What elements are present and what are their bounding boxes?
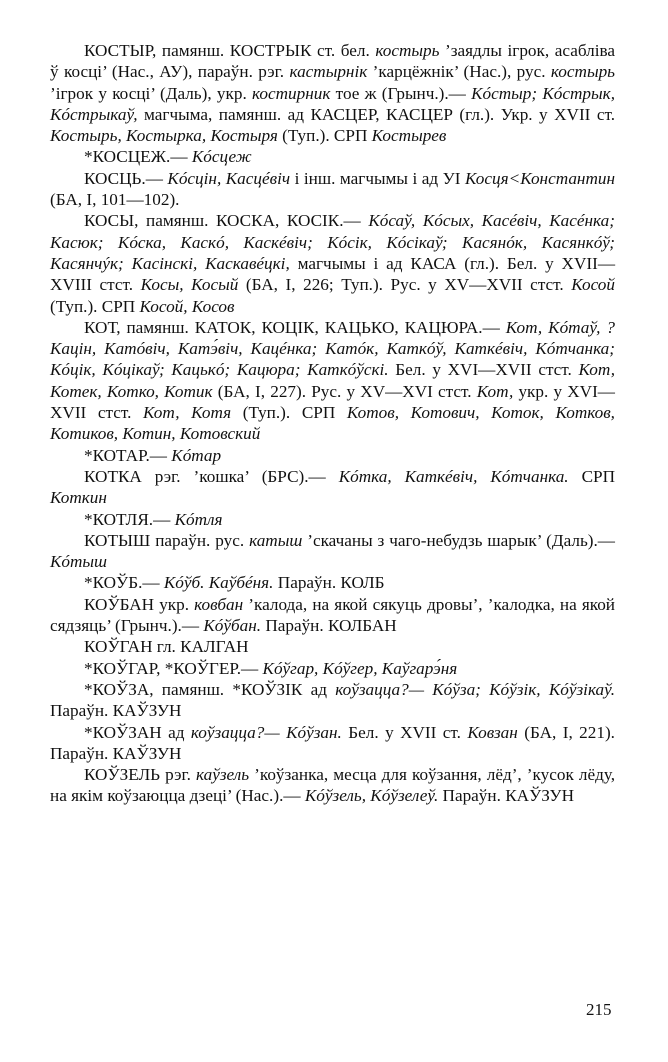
dictionary-entry: КОСЫ, памянш. КОСКА, КОСІК.— Кóсаў, Кóсых, Касéвіч, Касéнка; Касюк; Кóска, Каскó, Каскéвіч; Кóсік, Кóсікаў; Касянóк, Касянкóў; Касянчýк; Касінскі, Каскавéцкі, магчымы і ад КАСА (гл.). Бел. у XVII—XVIII стст. Косы, Косый (БА, І, 226; Туп.). Рус. у XV—XVII стст. Косой (Туп.). СРП Косой, Косов (50, 211, 616, 316)
dictionary-entry: *КОСЦЕЖ.— Кóсцеж (84, 147, 252, 167)
dictionary-entry: КОТ, памянш. КАТОК, КОЦІК, КАЦЬКО, КАЦЮРА.— Кот, Кóтаў, ?Кацін, Катóвіч, Катэ́віч, Кацéнка; Катóк, Каткóў, Каткéвіч, Кóтчанка; Кóцік, Кóцікаў; Кацькó; Кацюра; Каткóўскі. Бел. у XVI—XVII стст. Кот, Котек, Котко, Котик (БА, І, 227). Рус. у XV—XVI стст. Кот, укр. у XVI—XVII стст. Кот, Котя (Туп.). СРП Котов, Котович, Коток, Котков, Котиков, Котин, Котовский (50, 317, 616, 444)
page-number: 215 (586, 1000, 612, 1019)
dictionary-entry: КОЎЗЕЛЬ рэг. каўзель ’коўзанка, месца для коўзання, лёд’, ’кусок лёду, на якім коўзаюцца дзеці’ (Нас.).— Кóўзель, Кóўзелеў. Параўн. КАЎЗУН (50, 765, 615, 806)
dictionary-entry: *КОЎЗА, памянш. *КОЎЗІК ад коўзацца?— Кóўза; Кóўзік, Кóўзікаў. Параўн. КАЎЗУН (50, 679, 615, 721)
dictionary-entry: КОСЦЬ.— Кóсцін, Касцéвіч і інш. магчымы і ад УІ Косця<Константин (БА, І, 101—102). (50, 168, 615, 210)
dictionary-entry: КОТЫШ параўн. рус. катыш ’скачаны з чаго-небудзь шарык’ (Даль).— Кóтыш (50, 530, 615, 572)
dictionary-entry: *КОТАР.— Кóтар (84, 445, 222, 465)
dictionary-entry: *КОЎГАР, *КОЎГЕР.— Кóўгар, Кóўгер, Каўгарэ́ня (84, 658, 458, 678)
dictionary-page (50, 40, 615, 807)
dictionary-entry: *КОЎЗАН ад коўзацца?— Кóўзан. Бел. у XVII ст. Ковзан (БА, І, 221). Параўн. КАЎЗУН (50, 722, 615, 763)
dictionary-entry: КОЎБАН укр. ковбан ’калода, на якой сякуць дровы’, ’калодка, на якой сядзяць’ (Грынч.).— Кóўбан. Параўн. КОЛБАН (50, 594, 616, 636)
dictionary-entry: КОТКА рэг. ’кошка’ (БРС).— Кóтка, Каткéвіч, Кóтчанка. СРП Коткин (50, 466, 616, 508)
dictionary-entry: *КОТЛЯ.— Кóтля (84, 509, 223, 529)
dictionary-entry: *КОЎБ.— Кóўб. Каўбéня. Параўн. КОЛБ (84, 573, 385, 593)
dictionary-entry: КОЎГАН гл. КАЛГАН (84, 637, 249, 657)
dictionary-entry: КОСТЫР, памянш. КОСТРЫК ст. бел. костырь ’заядлы ігрок, асабліва ў косці’ (Нас., АУ), параўн. рэг. кастырнік ’карцёжнік’ (Нас.), рус. костырь ’ігрок у косці’ (Даль), укр. костирник тое ж (Грынч.).— Кóстыр; Кóстрык, Кóстрыкаў, магчыма, памянш. ад КАСЦЕР, КАСЦЕР (гл.). Укр. у XVII ст. Костырь, Костырка, Костыря (Туп.). СРП Костырев (50, 41, 616, 146)
